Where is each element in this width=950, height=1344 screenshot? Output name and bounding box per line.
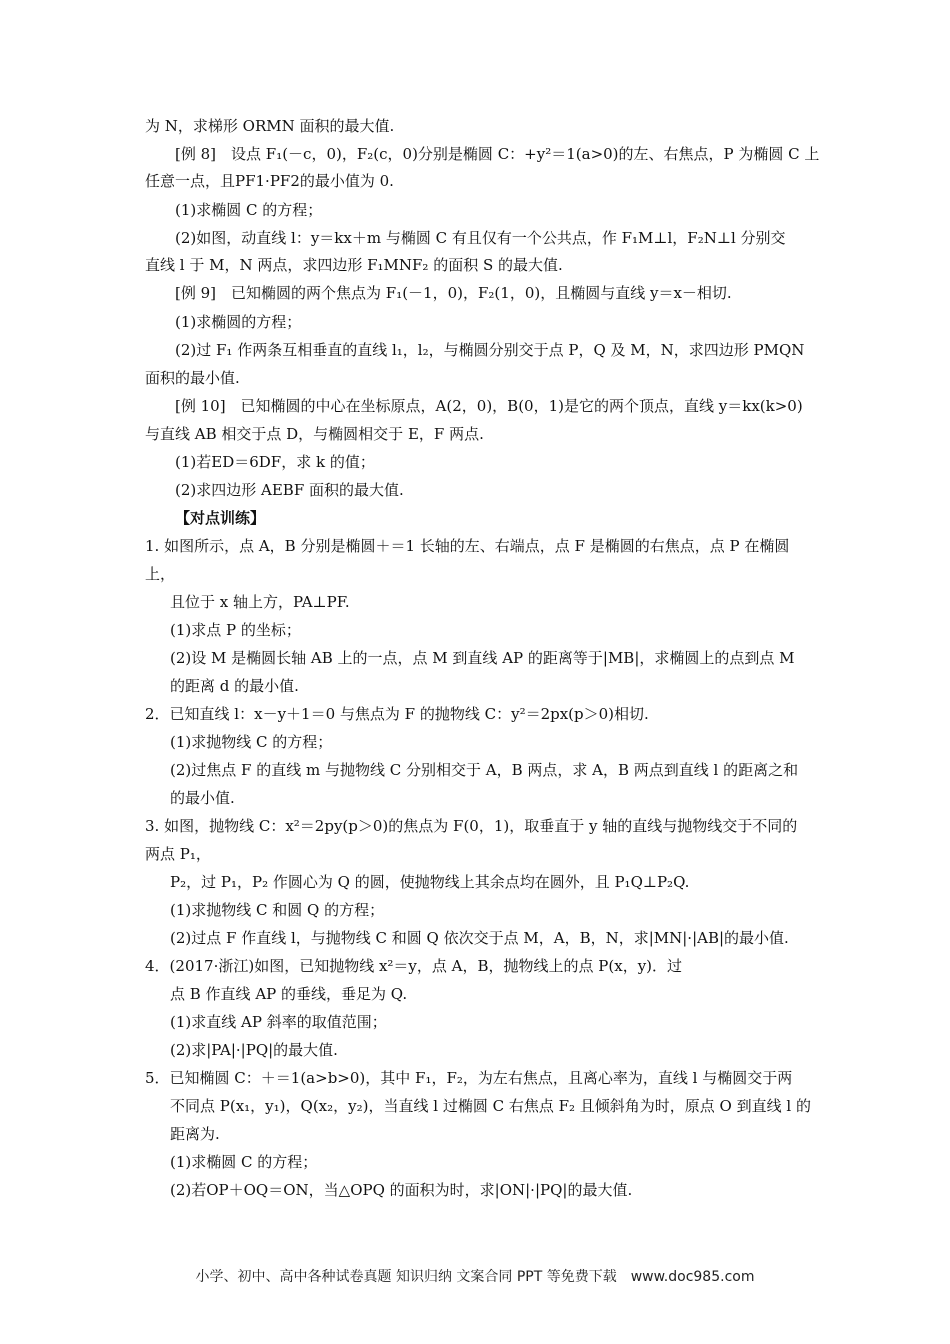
text-line: (1)求抛物线 C 和圆 Q 的方程；: [170, 901, 385, 919]
text-line: 的距离 d 的最小值.: [170, 677, 299, 695]
text-line: 与直线 AB 相交于点 D，与椭圆相交于 E，F 两点.: [145, 425, 484, 443]
exercise-3-line: 3. 如图，抛物线 C：x²＝2py(p＞0)的焦点为 F(0，1)，取垂直于 y 轴的直线与抛物线交于不同的: [145, 817, 798, 835]
text-line: (1)求椭圆 C 的方程；: [170, 1153, 318, 1171]
text-line: 面积的最小值.: [145, 369, 240, 387]
text-line: (1)求椭圆 C 的方程；: [175, 201, 323, 219]
text-line: (2)求四边形 AEBF 面积的最大值.: [175, 481, 404, 499]
exercise-5-line: 5．已知椭圆 C：＋＝1(a>b>0)，其中 F₁，F₂，为左右焦点，且离心率为，直线 l 与椭圆交于两: [145, 1069, 793, 1087]
exercise-2-line: 2．已知直线 l：x－y＋1＝0 与焦点为 F 的抛物线 C：y²＝2px(p＞0)相切.: [145, 705, 649, 723]
text-line: 为 N，求梯形 ORMN 面积的最大值.: [145, 117, 395, 135]
text-line: P₂，过 P₁，P₂ 作圆心为 Q 的圆，使抛物线上其余点均在圆外，且 P₁Q⊥P₂Q.: [170, 873, 690, 891]
text-line: 两点 P₁，: [145, 845, 211, 863]
example-10-line: [例 10] 已知椭圆的中心在坐标原点，A(2，0)，B(0，1)是它的两个顶点，直线 y＝kx(k>0): [175, 397, 803, 415]
text-line: (2)若OP＋OQ＝ON，当△OPQ 的面积为时，求|ON|·|PQ|的最大值.: [170, 1181, 633, 1199]
text-line: (2)如图，动直线 l：y＝kx＋m 与椭圆 C 有且仅有一个公共点，作 F₁M⊥l，F₂N⊥l 分别交: [175, 229, 786, 247]
text-line: (1)若ED＝6DF，求 k 的值；: [175, 453, 375, 471]
text-line: (2)设 M 是椭圆长轴 AB 上的一点，点 M 到直线 AP 的距离等于|MB|，求椭圆上的点到点 M: [170, 649, 795, 667]
text-line: 且位于 x 轴上方，PA⊥PF.: [170, 593, 350, 611]
text-line: (1)求椭圆的方程；: [175, 313, 302, 331]
text-line: (2)求|PA|·|PQ|的最大值.: [170, 1041, 338, 1059]
example-9-line: [例 9] 已知椭圆的两个焦点为 F₁(－1，0)，F₂(1，0)，且椭圆与直线 y＝x－相切.: [175, 284, 732, 302]
example-8-line: [例 8] 设点 F₁(－c，0)，F₂(c，0)分别是椭圆 C：+y²＝1(a>0)的左、右焦点，P 为椭圆 C 上: [175, 145, 820, 163]
exercise-1-line: 1. 如图所示，点 A，B 分别是椭圆＋＝1 长轴的左、右端点，点 F 是椭圆的右焦点，点 P 在椭圆: [145, 537, 790, 555]
text-line: (1)求直线 AP 斜率的取值范围；: [170, 1013, 387, 1031]
section-heading: 【对点训练】: [175, 509, 266, 527]
text-line: 任意一点，且PF1·PF2的最小值为 0.: [145, 172, 394, 190]
text-line: (2)过焦点 F 的直线 m 与抛物线 C 分别相交于 A，B 两点，求 A，B 两点到直线 l 的距离之和: [170, 761, 799, 779]
text-line: 的最小值.: [170, 789, 235, 807]
text-line: (2)过 F₁ 作两条互相垂直的直线 l₁，l₂，与椭圆分别交于点 P，Q 及 M，N，求四边形 PMQN: [175, 341, 805, 359]
text-line: 点 B 作直线 AP 的垂线，垂足为 Q.: [170, 985, 408, 1003]
text-line: 上，: [145, 565, 176, 583]
text-line: (1)求抛物线 C 的方程；: [170, 733, 333, 751]
text-line: (1)求点 P 的坐标；: [170, 621, 301, 639]
text-line: 距离为.: [170, 1125, 220, 1143]
text-line: 直线 l 于 M，N 两点，求四边形 F₁MNF₂ 的面积 S 的最大值.: [145, 256, 563, 274]
exercise-4-line: 4．(2017·浙江)如图，已知抛物线 x²＝y，点 A，B，抛物线上的点 P(x，y)．过: [145, 957, 683, 975]
text-line: 不同点 P(x₁，y₁)，Q(x₂，y₂)，当直线 l 过椭圆 C 右焦点 F₂ 且倾斜角为时，原点 O 到直线 l 的: [170, 1097, 811, 1115]
page-footer: 小学、初中、高中各种试卷真题 知识归纳 文案合同 PPT 等免费下载 www.doc985.com: [195, 1269, 755, 1285]
text-line: (2)过点 F 作直线 l，与抛物线 C 和圆 Q 依次交于点 M，A，B，N，求|MN|·|AB|的最小值.: [170, 929, 789, 947]
